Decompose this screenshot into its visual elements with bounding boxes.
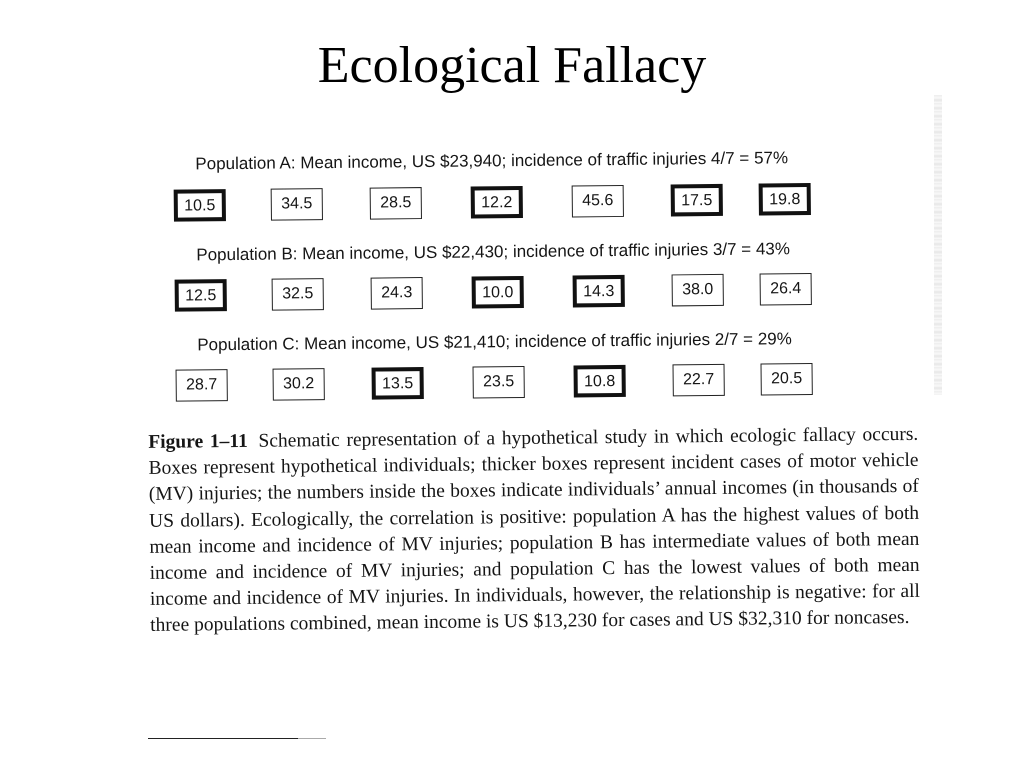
individual-box: 34.5 bbox=[271, 188, 323, 221]
individual-box: 20.5 bbox=[761, 363, 813, 396]
population-a-boxes bbox=[174, 183, 834, 228]
population-a-heading: Population A: Mean income, US $23,940; incidence of traffic injuries 4/7 = 57% bbox=[195, 148, 789, 174]
population-b-boxes bbox=[175, 273, 835, 318]
individual-box-injured: 17.5 bbox=[671, 184, 723, 217]
figure-caption-text: Schematic representation of a hypothetical study in which ecologic fallacy occurs. Boxes represent hypothetical individuals; thicker boxes represent incident cases of motor vehicle (MV) injuries; the numbers inside the boxes indicate individuals’ annual incomes (in thousands of US dollars). Ecologically, the correlation is positive: population A has the highest values of both mean income and incidence of MV injuries; population B has intermediate values of both mean income and incidence of MV injuries; and population C has the lowest values of both mean income and incidence of MV injuries. In individuals, however, the relationship is negative: for all three populations combined, mean income is US $13,230 for cases and US $32,310 for noncases. bbox=[148, 423, 921, 637]
individual-box: 22.7 bbox=[673, 364, 725, 397]
population-c-boxes bbox=[176, 363, 836, 408]
individual-box: 26.4 bbox=[760, 273, 812, 306]
figure-label: Figure 1–11 bbox=[148, 430, 248, 453]
footnote-rule-faint bbox=[298, 738, 326, 739]
individual-box-injured: 10.0 bbox=[472, 276, 524, 309]
individual-box: 30.2 bbox=[273, 368, 325, 401]
individual-box: 28.5 bbox=[370, 187, 422, 220]
slide-title: Ecological Fallacy bbox=[317, 37, 707, 94]
individual-box: 38.0 bbox=[672, 274, 724, 307]
individual-box-injured: 12.5 bbox=[175, 279, 227, 312]
population-b-heading: Population B: Mean income, US $22,430; incidence of traffic injuries 3/7 = 43% bbox=[196, 239, 791, 265]
individual-box-injured: 19.8 bbox=[759, 183, 811, 216]
individual-box: 28.7 bbox=[176, 369, 228, 402]
footnote-rule bbox=[148, 738, 298, 739]
individual-box: 45.6 bbox=[572, 185, 624, 218]
individual-box: 24.3 bbox=[371, 277, 423, 310]
scanned-figure bbox=[140, 120, 946, 748]
individual-box-injured: 10.5 bbox=[174, 189, 226, 222]
individual-box: 23.5 bbox=[473, 366, 525, 399]
individual-box: 32.5 bbox=[272, 278, 324, 311]
individual-box-injured: 13.5 bbox=[372, 367, 424, 400]
individual-box-injured: 12.2 bbox=[471, 186, 523, 219]
figure-caption bbox=[148, 422, 920, 640]
individual-box-injured: 14.3 bbox=[573, 275, 625, 308]
individual-box-injured: 10.8 bbox=[574, 365, 626, 398]
population-c-heading: Population C: Mean income, US $21,410; incidence of traffic injuries 2/7 = 29% bbox=[197, 329, 792, 355]
